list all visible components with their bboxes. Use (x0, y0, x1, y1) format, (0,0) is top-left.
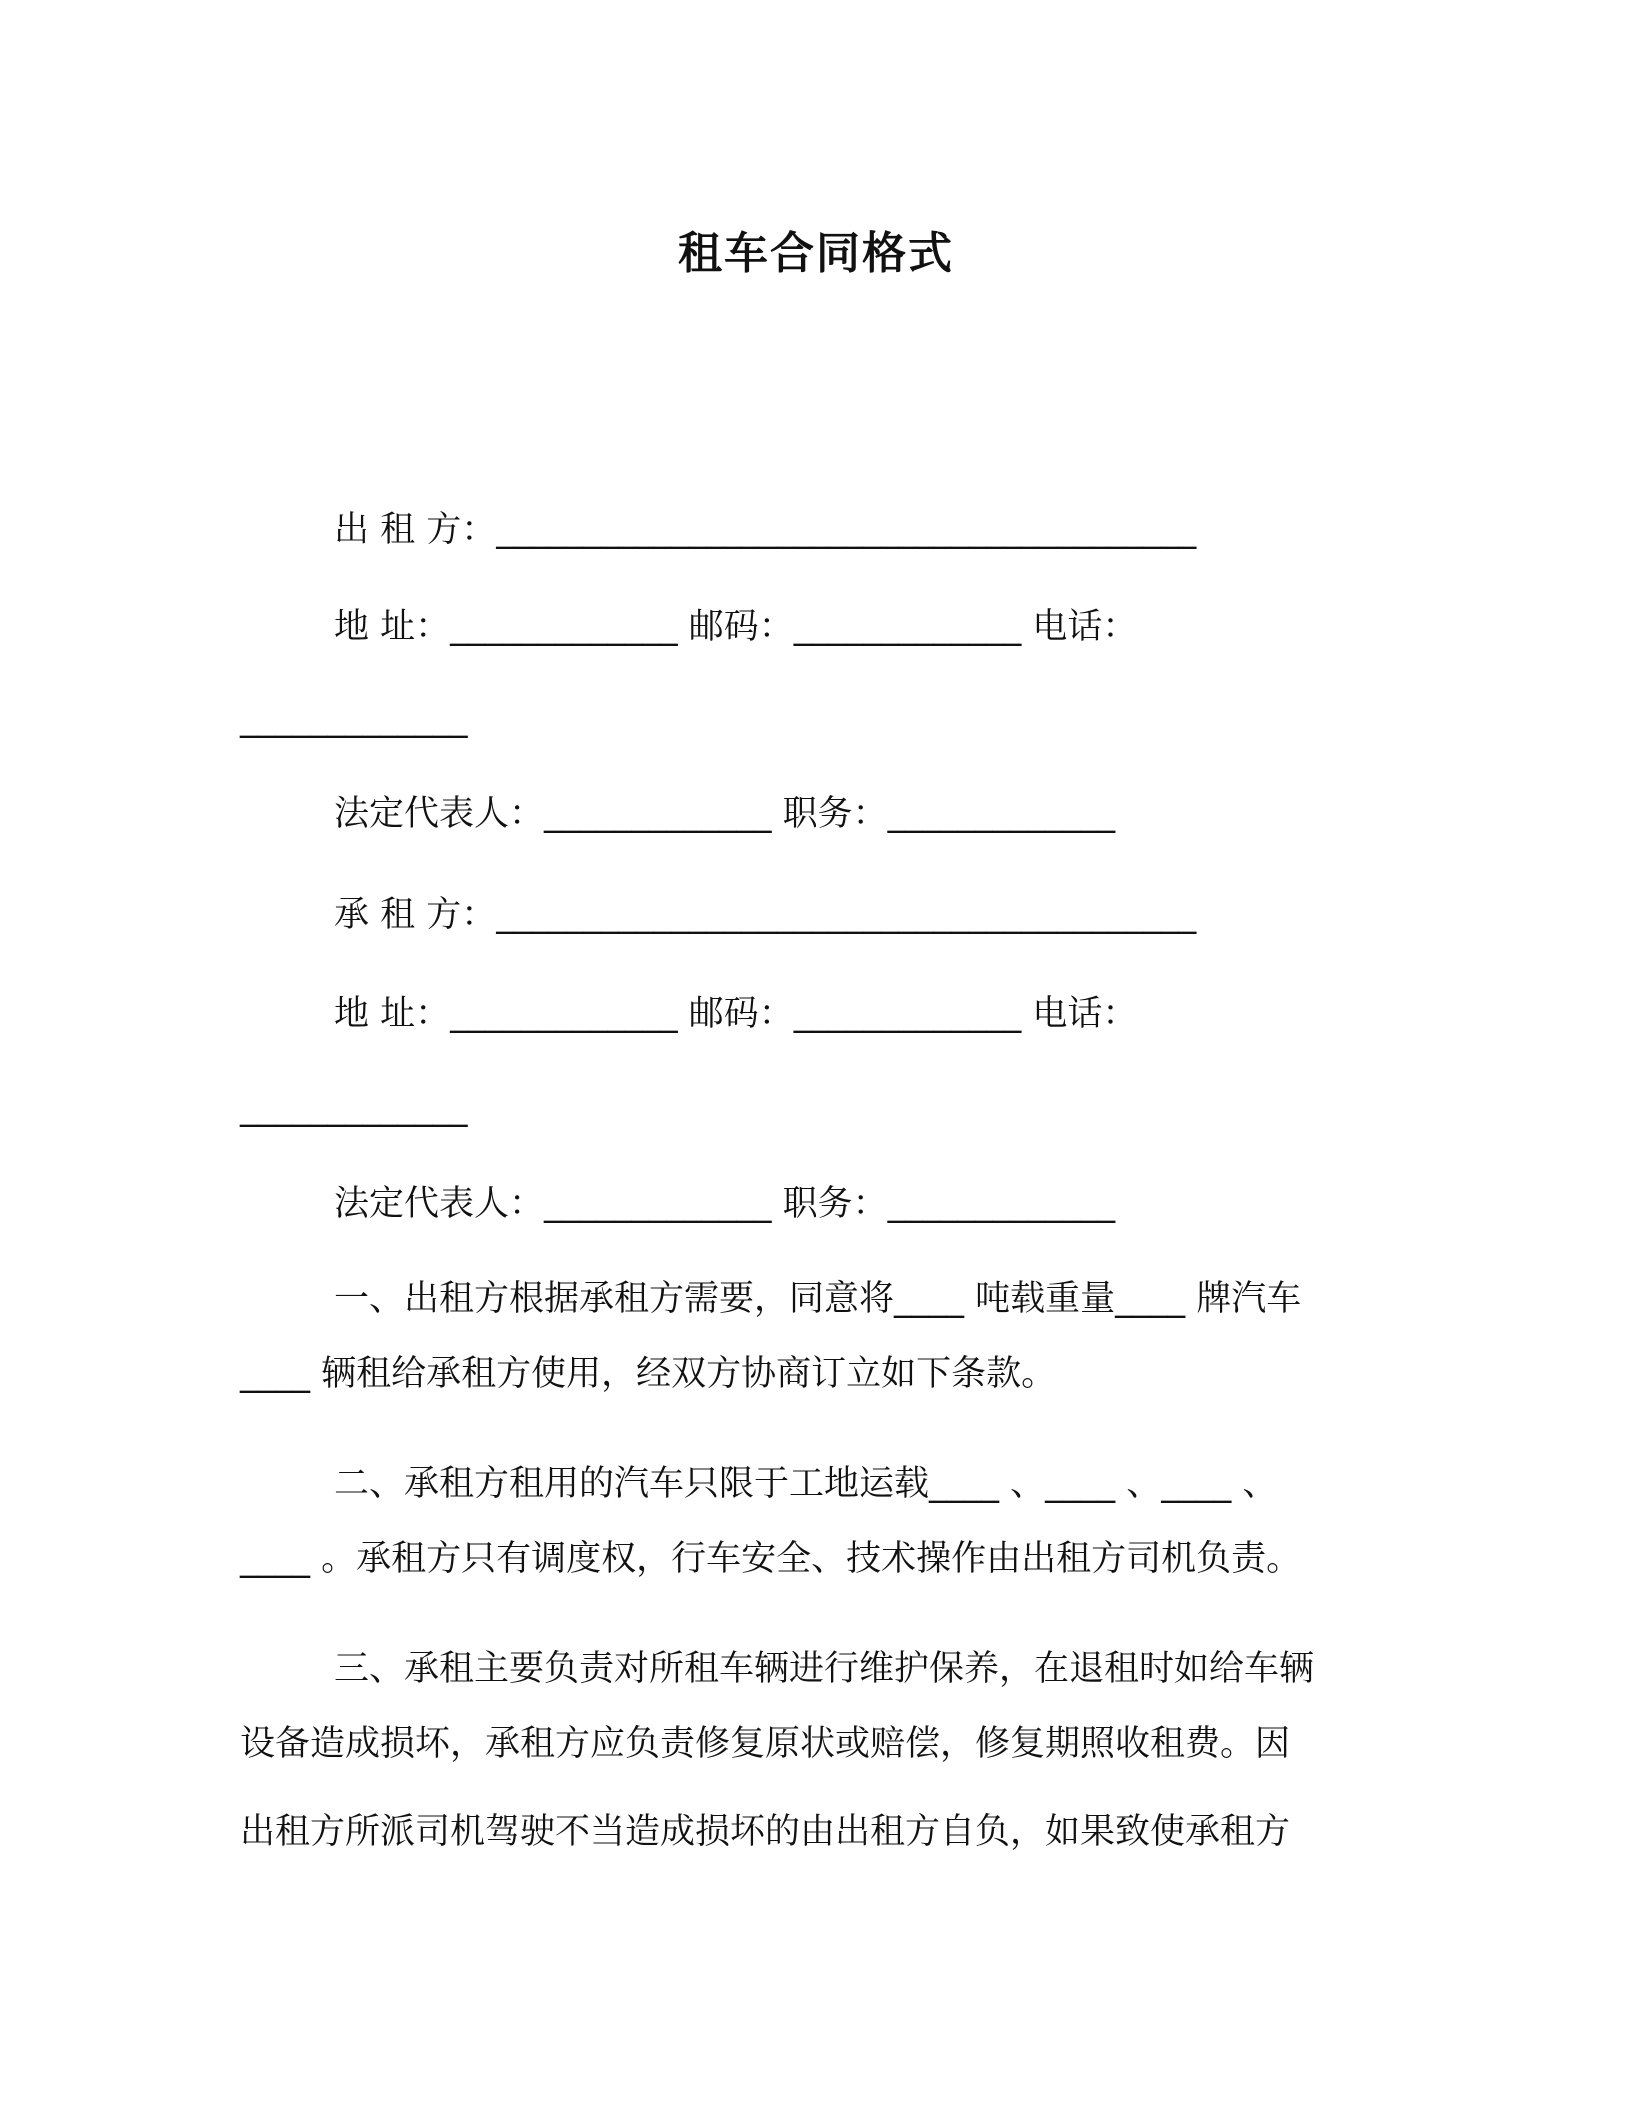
lessor-phone-blank: _____________ (240, 699, 468, 739)
lessor-address-line: 地 址：_____________ 邮码：_____________ 电话： (334, 607, 1138, 647)
lessee-phone-blank: _____________ (240, 1088, 468, 1128)
clause-1-line-1: 一、出租方根据承租方需要，同意将____ 吨载重量____ 牌汽车 (334, 1279, 1302, 1319)
lessee-address-line: 地 址：_____________ 邮码：_____________ 电话： (334, 994, 1138, 1034)
lessor-representative-line: 法定代表人：_____________ 职务：_____________ (334, 794, 1116, 834)
lessor-name-line: 出 租 方：________________________________________ (334, 510, 1197, 550)
clause-3-line-2: 设备造成损坏，承租方应负责修复原状或赔偿，修复期照收租费。因 (240, 1724, 1291, 1764)
clause-3-line-1: 三、承租主要负责对所租车辆进行维护保养，在退租时如给车辆 (334, 1649, 1315, 1689)
clause-3-line-3: 出租方所派司机驾驶不当造成损坏的由出租方自负，如果致使承租方 (240, 1812, 1291, 1852)
clause-2-line-2: ____ 。承租方只有调度权，行车安全、技术操作由出租方司机负责。 (240, 1539, 1302, 1579)
lessee-representative-line: 法定代表人：_____________ 职务：_____________ (334, 1184, 1116, 1224)
clause-1-line-2: ____ 辆租给承租方使用，经双方协商订立如下条款。 (240, 1354, 1057, 1394)
document-title: 租车合同格式 (678, 228, 954, 279)
clause-2-line-1: 二、承租方租用的汽车只限于工地运载____ 、____ 、____ 、 (334, 1464, 1278, 1504)
lessee-name-line: 承 租 方：________________________________________ (334, 895, 1197, 935)
